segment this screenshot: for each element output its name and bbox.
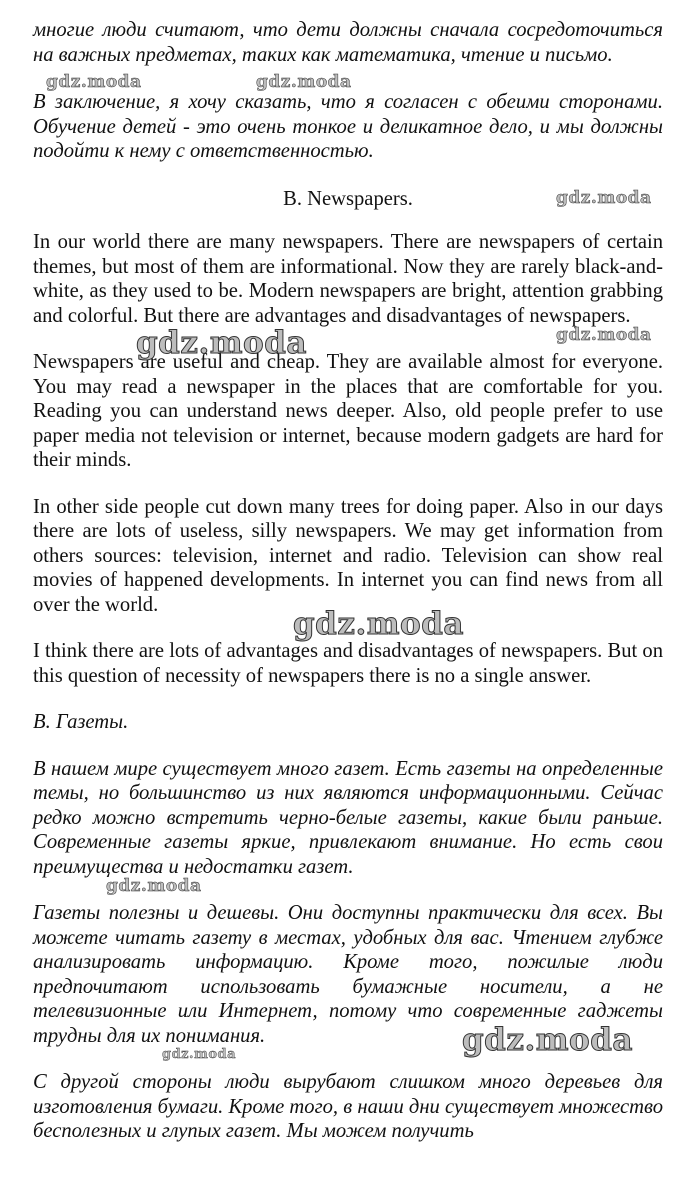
ru-paragraph-3: С другой стороны люди вырубают слишком много деревьев для изготовления бумаги. Кроме того, в наши дни существует множество бесполезных и глупых газет. Мы можем получить bbox=[33, 1071, 663, 1142]
en-paragraph-4: I think there are lots of advantages and disadvantages of newspapers. But on this question of necessity of newspapers there is no a single answer. bbox=[33, 640, 663, 687]
en-paragraph-1: In our world there are many newspapers. There are newspapers of certain themes, but most of them are informational. Now they are rarely black-and-white, as they used to be. Modern newspapers are bright, attention grabbing and colorful. But there are advantages and disadvantages of newspapers. bbox=[33, 231, 663, 327]
ru-top-paragraph: многие люди считают, что дети должны сначала сосредоточиться на важных предметах, таких как математика, чтение и письмо. bbox=[33, 19, 663, 66]
watermark-logo: gdz.moda bbox=[106, 876, 202, 896]
watermark-logo: gdz.moda bbox=[162, 1047, 237, 1062]
ru-conclusion-paragraph: В заключение, я хочу сказать, что я согласен с обеими сторонами. Обучение детей - это очень тонкое и деликатное дело, и мы должны подойти к нему с ответственностью. bbox=[33, 91, 663, 162]
en-section-title: B. Newspapers. bbox=[283, 187, 413, 210]
document-page bbox=[33, 18, 663, 1144]
ru-section-title: B. Газеты. bbox=[33, 711, 129, 733]
ru-paragraph-2: Газеты полезны и дешевы. Они доступны практически для всех. Вы можете читать газету в местах, удобных для вас. Чтением глубже анализировать информацию. Кроме того, пожилые люди предпочитают использовать бумажные носители, а не телевизионные или Интернет, потому что современные гаджеты трудны для их понимания. bbox=[33, 902, 663, 1047]
watermark-logo: gdz.moda bbox=[556, 325, 652, 345]
watermark-logo: gdz.moda bbox=[293, 606, 464, 642]
watermark-logo: gdz.moda bbox=[462, 1022, 633, 1058]
en-paragraph-2: Newspapers are useful and cheap. They are available almost for everyone. You may read a newspaper in the places that are comfortable for you. Reading you can understand news deeper. Also, old people prefer to use paper media not television or internet, because modern gadgets are hard for their minds. bbox=[33, 351, 663, 471]
watermark-logo: gdz.moda bbox=[136, 325, 307, 361]
watermark-logo: gdz.moda bbox=[556, 188, 652, 208]
watermark-logo: gdz.moda bbox=[46, 72, 142, 92]
ru-paragraph-1: В нашем мире существует много газет. Есть газеты на определенные темы, но большинство из них являются информационными. Сейчас редко можно встретить черно-белые газеты, какие были раньше. Современные газеты яркие, привлекают внимание. Но есть свои преимущества и недостатки газет. bbox=[33, 757, 663, 878]
watermark-logo: gdz.moda bbox=[256, 72, 352, 92]
en-paragraph-3: In other side people cut down many trees for doing paper. Also in our days there are lots of useless, silly newspapers. We may get information from others sources: television, internet and radio. Television can show real movies of happened developments. In internet you can find news from all over the world. bbox=[33, 495, 663, 616]
